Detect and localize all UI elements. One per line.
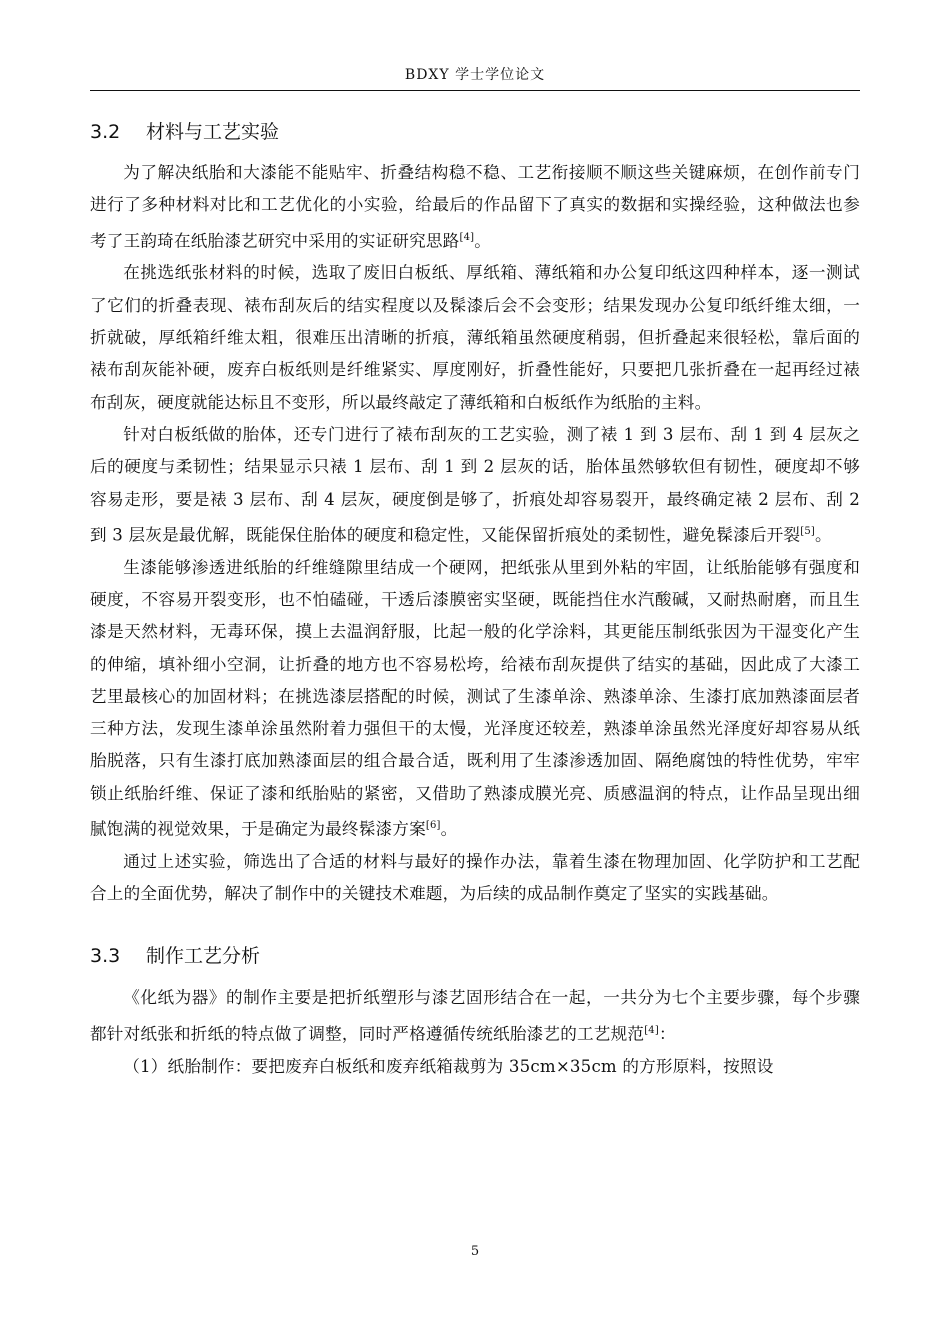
- section-number: 3.3: [90, 945, 121, 968]
- citation-ref: [5]: [800, 525, 816, 537]
- citation-ref: [4]: [644, 1024, 659, 1036]
- header-rule: [90, 90, 860, 91]
- paragraph: 为了解决纸胎和大漆能不能贴牢、折叠结构稳不稳、工艺衔接顺不顺这些关键麻烦，在创作前专门进行了多种材料对比和工艺优化的小实验，给最后的作品留下了真实的数据和实操经验，这种做法也参考了王韵琦在纸胎漆艺研究中采用的实证研究思路[4]。: [90, 163, 860, 251]
- running-header: BDXY 学士学位论文: [404, 67, 546, 83]
- section-number: 3.2: [90, 121, 121, 143]
- paragraph: 针对白板纸做的胎体，还专门进行了裱布刮灰的工艺实验，测了裱 1 到 3 层布、刮 1 到 4 层灰之后的硬度与柔韧性；结果显示只裱 1 层布、刮 1 到 2 层灰的话，胎体虽然够软但有韧性，硬度却不够容易走形，要是裱 3 层布、刮 4 层灰，硬度倒是够了，折痕处却容易裂开，最终确定裱 2 层布、刮 2 到 3 层灰是最优解，既能保住胎体的硬度和稳定性，又能保留折痕处的柔韧性，避免髹漆后开裂[5]。: [90, 424, 860, 545]
- paragraph: 生漆能够渗透进纸胎的纤维缝隙里结成一个硬网，把纸张从里到外粘的牢固，让纸胎能够有强度和硬度，不容易开裂变形，也不怕磕碰，干透后漆膜密实坚硬，既能挡住水汽酸碱，又耐热耐磨，而且生漆是天然材料，无毒环保，摸上去温润舒服，比起一般的化学涂料，其更能压制纸张因为干湿变化产生的伸缩，填补细小空洞，让折叠的地方也不容易松垮，给裱布刮灰提供了结实的基础，因此成了大漆工艺里最核心的加固材料；在挑选漆层搭配的时候，测试了生漆单涂、熟漆单涂、生漆打底加熟漆面层者三种方法，发现生漆单涂虽然附着力强但干的太慢，光泽度还较差，熟漆单涂虽然光泽度好却容易从纸胎脱落，只有生漆打底加熟漆面层的组合最合适，既利用了生漆渗透加固、隔绝腐蚀的特性优势，牢牢锁止纸胎纤维、保证了漆和纸胎贴的紧密，又借助了熟漆成膜光亮、质感温润的特点，让作品呈现出细腻饱满的视觉效果，于是确定为最终髹漆方案[6]。: [90, 557, 860, 839]
- section-heading-3-2: [90, 110, 860, 154]
- page-number: 5: [470, 1244, 480, 1259]
- paragraph: 在挑选纸张材料的时候，选取了废旧白板纸、厚纸箱、薄纸箱和办公复印纸这四种样本，逐一测试了它们的折叠表现、裱布刮灰后的结实程度以及髹漆后会不会变形；结果发现办公复印纸纤维太细，一折就破，厚纸箱纤维太粗，很难压出清晰的折痕，薄纸箱虽然硬度稍弱，但折叠起来很轻松，靠后面的裱布刮灰能补硬，废弃白板纸则是纤维紧实、厚度刚好，折叠性能好，只要把几张折叠在一起再经过裱布刮灰，硬度就能达标且不变形，所以最终敲定了薄纸箱和白板纸作为纸胎的主料。: [90, 263, 860, 412]
- citation-ref: [4]: [459, 231, 475, 243]
- paragraph: 《化纸为器》的制作主要是把折纸塑形与漆艺固形结合在一起，一共分为七个主要步骤，每个步骤都针对纸张和折纸的特点做了调整，同时严格遵循传统纸胎漆艺的工艺规范[4]：: [90, 988, 860, 1044]
- page-body: [90, 110, 860, 1083]
- section-title: 材料与工艺实验: [146, 121, 280, 143]
- paragraph: （1）纸胎制作：要把废弃白板纸和废弃纸箱裁剪为 35cm×35cm 的方形原料，按照设: [123, 1056, 774, 1076]
- paragraph: 通过上述实验，筛选出了合适的材料与最好的操作办法，靠着生漆在物理加固、化学防护和工艺配合上的全面优势，解决了制作中的关键技术难题，为后续的成品制作奠定了坚实的实践基础。: [90, 851, 860, 904]
- citation-ref: [6]: [425, 820, 441, 831]
- section-title: 制作工艺分析: [146, 945, 261, 968]
- section-heading-3-3: [90, 934, 860, 978]
